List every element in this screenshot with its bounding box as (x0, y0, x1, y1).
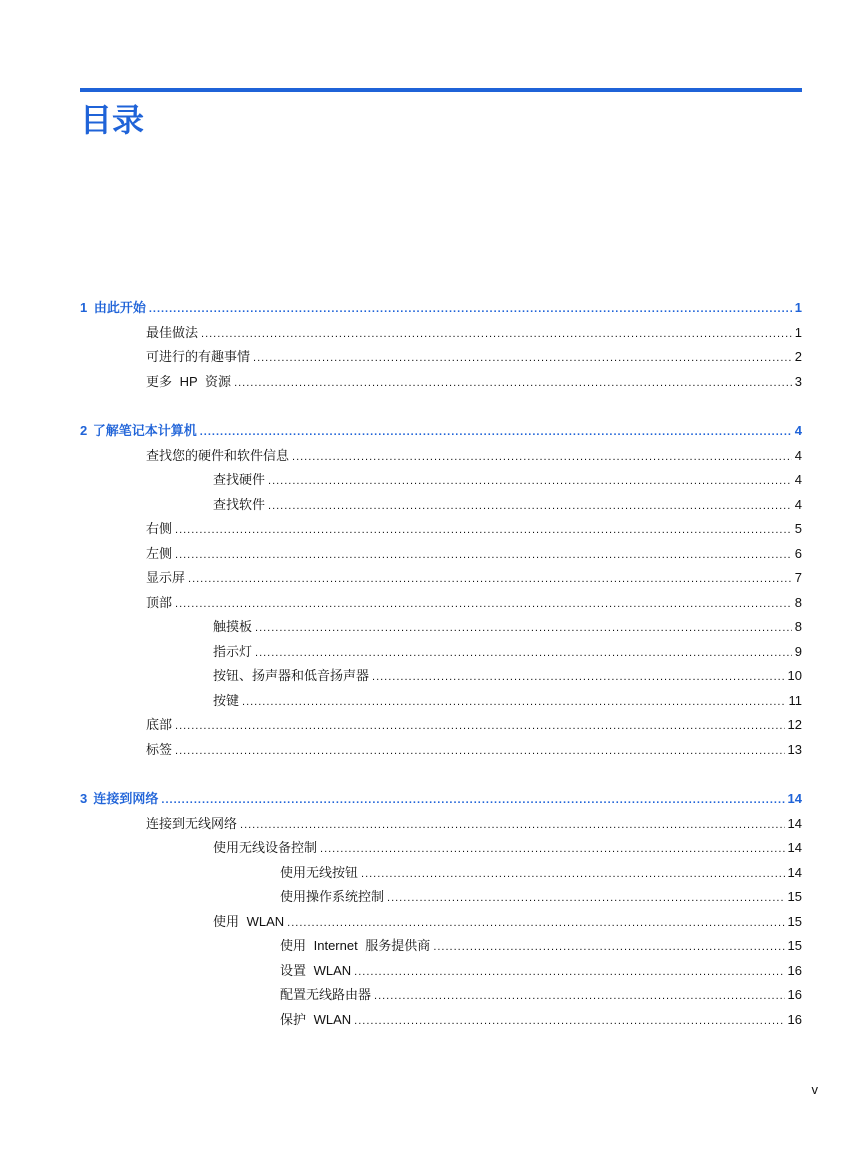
page-number: 16 (787, 962, 802, 978)
toc-entry-config-router[interactable] (80, 983, 802, 1008)
page-number: 11 (788, 692, 802, 708)
toc-chapter-3[interactable] (80, 787, 802, 812)
toc-entry-bottom[interactable] (80, 713, 802, 738)
toc-chapter-2[interactable] (80, 419, 802, 444)
entry-label: 使用无线按钮 (280, 864, 359, 880)
dot-leader (175, 739, 785, 764)
entry-label: 显示屏 (146, 570, 186, 585)
toc-entry-find-info[interactable] (80, 444, 802, 469)
dot-leader (361, 862, 785, 887)
dot-leader (268, 469, 792, 494)
page-number: 16 (787, 987, 802, 1002)
dot-leader (433, 935, 784, 960)
entry-label: 查找硬件 (213, 472, 266, 487)
toc-chapter-1[interactable] (80, 296, 802, 321)
dot-leader (200, 420, 792, 445)
dot-leader (234, 371, 792, 396)
page-number: 14 (787, 864, 802, 880)
toc-entry-wireless-controls[interactable] (80, 836, 802, 861)
page-number: 6 (794, 545, 802, 561)
toc-entry-protect-wlan[interactable] (80, 1008, 802, 1033)
toc-entry-connect-wireless[interactable] (80, 812, 802, 837)
page-number: 14 (787, 791, 802, 806)
toc-entry-best-practices[interactable] (80, 321, 802, 346)
dot-leader (374, 984, 785, 1009)
page-number: 2 (794, 349, 802, 364)
page-number: 8 (794, 619, 802, 634)
page-number: 14 (787, 815, 802, 831)
page-folio: v (811, 1082, 818, 1097)
page-number: 5 (794, 521, 802, 536)
page-number: 16 (787, 1011, 802, 1027)
entry-label: 保护 WLAN (280, 1011, 352, 1027)
dot-leader (240, 813, 785, 838)
toc-entry-fun-things[interactable] (80, 345, 802, 370)
entry-label: 左侧 (146, 545, 173, 561)
page-number: 4 (794, 423, 802, 438)
toc-entry-setup-wlan[interactable] (80, 959, 802, 984)
entry-label: 底部 (146, 717, 173, 732)
entry-label: 使用操作系统控制 (280, 889, 385, 904)
toc-entry-isp[interactable] (80, 934, 802, 959)
toc-entry-more-hp-resources[interactable] (80, 370, 802, 395)
page-number: 15 (787, 938, 802, 953)
page-number: 1 (794, 324, 802, 340)
dot-leader (320, 837, 785, 862)
page-title: 目录 (80, 101, 145, 139)
entry-label: 顶部 (146, 594, 173, 610)
page-number: 1 (794, 300, 802, 315)
chapter-title: 由此开始 (93, 300, 146, 315)
page-number: 13 (787, 741, 802, 757)
entry-label: 指示灯 (213, 643, 253, 659)
toc-entry-keys[interactable] (80, 689, 802, 714)
page-number: 10 (787, 668, 802, 683)
dot-leader (354, 1009, 784, 1034)
dot-leader (175, 714, 785, 739)
dot-leader (188, 567, 792, 592)
entry-label: 连接到无线网络 (146, 815, 238, 831)
toc-entry-find-hardware[interactable] (80, 468, 802, 493)
entry-label: 配置无线路由器 (280, 987, 372, 1002)
toc-entry-labels[interactable] (80, 738, 802, 763)
dot-leader (372, 665, 785, 690)
entry-label: 设置 WLAN (280, 962, 352, 978)
chapter-number: 2 (80, 423, 88, 438)
toc-entry-top[interactable] (80, 591, 802, 616)
chapter-number: 3 (80, 791, 88, 806)
toc-entry-wireless-button[interactable] (80, 861, 802, 886)
page-number: 8 (794, 594, 802, 610)
entry-label: 更多 HP 资源 (146, 373, 232, 389)
entry-label: 使用 Internet 服务提供商 (280, 938, 431, 953)
dot-leader (175, 592, 792, 617)
dot-leader (387, 886, 785, 911)
toc-entry-touchpad[interactable] (80, 615, 802, 640)
entry-label: 按钮、扬声器和低音扬声器 (213, 668, 370, 683)
dot-leader (149, 297, 792, 322)
entry-label: 最佳做法 (146, 324, 199, 340)
dot-leader (255, 641, 792, 666)
page-number: 7 (794, 570, 802, 585)
dot-leader (287, 911, 784, 936)
dot-leader (175, 543, 792, 568)
chapter-title: 连接到网络 (93, 791, 159, 806)
page-number: 12 (787, 717, 802, 732)
entry-label: 右侧 (146, 521, 173, 536)
toc-entry-right-side[interactable] (80, 517, 802, 542)
page-number: 9 (794, 643, 802, 659)
page-number: 4 (794, 447, 802, 463)
entry-label: 查找您的硬件和软件信息 (146, 447, 290, 463)
dot-leader (268, 494, 792, 519)
chapter-number: 1 (80, 300, 88, 315)
toc-entry-left-side[interactable] (80, 542, 802, 567)
entry-label: 查找软件 (213, 496, 266, 512)
page-number: 4 (794, 496, 802, 512)
dot-leader (161, 788, 784, 813)
chapter-title: 了解笔记本计算机 (92, 423, 197, 438)
toc-entry-find-software[interactable] (80, 493, 802, 518)
entry-label: 按键 (213, 692, 240, 708)
dot-leader (175, 518, 792, 543)
entry-label: 可进行的有趣事情 (146, 349, 251, 364)
entry-label: 触摸板 (213, 619, 253, 634)
title-rule (80, 88, 802, 92)
page-number: 3 (794, 373, 802, 389)
dot-leader (253, 346, 792, 371)
page-number: 4 (794, 472, 802, 487)
toc-entry-use-wlan[interactable] (80, 910, 802, 935)
entry-label: 使用无线设备控制 (213, 840, 318, 855)
toc-entry-lights[interactable] (80, 640, 802, 665)
toc-entry-os-controls[interactable] (80, 885, 802, 910)
entry-label: 标签 (146, 741, 173, 757)
dot-leader (292, 445, 792, 470)
dot-leader (242, 690, 785, 715)
page-number: 14 (787, 840, 802, 855)
dot-leader (255, 616, 792, 641)
toc-entry-buttons-speakers[interactable] (80, 664, 802, 689)
dot-leader (354, 960, 784, 985)
dot-leader (201, 322, 792, 347)
table-of-contents (80, 296, 802, 1032)
page-number: 15 (787, 913, 802, 929)
entry-label: 使用 WLAN (213, 913, 285, 929)
toc-entry-display[interactable] (80, 566, 802, 591)
page-number: 15 (787, 889, 802, 904)
